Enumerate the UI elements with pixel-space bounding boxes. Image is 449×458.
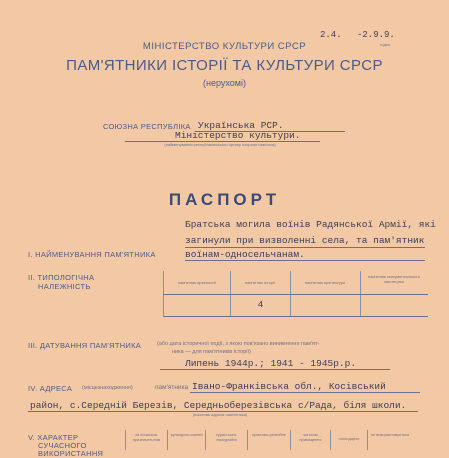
- section-2-label-2: НАЛЕЖНІСТЬ: [38, 282, 91, 291]
- usage-divider: [167, 430, 168, 450]
- usage-divider: [330, 430, 331, 450]
- typology-col-archaeology: пам'ятник археології: [178, 280, 216, 285]
- corner-number-left: 2.4.: [320, 30, 342, 40]
- usage-col-tourist: туристсько-екскурсійні: [215, 432, 238, 442]
- corner-small-caption: годно: [380, 42, 391, 47]
- usage-col-religious: культово-релігійне: [251, 432, 286, 437]
- usage-col-residential: житлові приміщення: [299, 432, 322, 442]
- typology-value-history: 4: [257, 299, 264, 310]
- section-5-label-3: ВИКОРИСТАННЯ: [38, 449, 104, 458]
- typology-col-architecture: пам'ятник архітектури: [304, 280, 346, 285]
- monument-name-line-1: Братська могила воїнів Радянської Армії, які: [185, 219, 436, 230]
- typology-row-line: [163, 316, 428, 317]
- usage-col-cultural: культурно-освітні: [170, 432, 203, 437]
- usage-divider: [247, 430, 248, 450]
- typology-row-line: [163, 294, 428, 295]
- republic-label: СОЮЗНА РЕСПУБЛІКА: [103, 122, 191, 131]
- dating-underline: [160, 369, 390, 370]
- document-title: ПАМ'ЯТНИКИ ІСТОРІЇ ТА КУЛЬТУРИ СРСР: [66, 57, 383, 74]
- section-1-label: I. НАЙМЕНУВАННЯ ПАМ'ЯТНИКА: [28, 250, 156, 259]
- monument-name-underline-3: [185, 260, 425, 261]
- section-5-label-2: СУЧАСНОГО: [38, 441, 87, 450]
- section-5-label-1: V. ХАРАКТЕР: [28, 433, 79, 442]
- address-line-2: район, с.Середній Березів, Середньоберезівська с/Рада, біля школи.: [30, 400, 407, 411]
- usage-divider: [290, 430, 291, 450]
- usage-col-unused: не використовується: [370, 432, 410, 437]
- usage-divider: [367, 430, 368, 450]
- ministry-heading: МІНІСТЕРСТВО КУЛЬТУРИ СРСР: [142, 41, 307, 52]
- section-2-label-1: II. ТИПОЛОГІЧНА: [28, 273, 95, 282]
- typology-col-monumental-art: пам'ятник монументального мистецтва: [368, 274, 420, 284]
- dating-value: Липень 1944р.; 1941 - 1945р.р.: [185, 358, 357, 369]
- section-3-label: III. ДАТУВАННЯ ПАМ'ЯТНИКА: [28, 341, 142, 350]
- section-3-note-1: (або дата історичної події, з якою пов'язано виникнення пам'ят-: [157, 341, 320, 347]
- section-4-note: (місцезнаходження): [82, 385, 133, 391]
- passport-title: ПАСПОРТ: [168, 190, 281, 209]
- section-4-after-label: пам'ятника: [155, 384, 189, 391]
- address-underline-1: [190, 392, 420, 393]
- monument-name-line-3: воїнам-односельчанам.: [185, 249, 305, 260]
- address-caption: (поштова адреса пам'ятника): [192, 412, 248, 417]
- republic-caption: (найменування республіканського органу охорони пам'яток): [164, 142, 276, 147]
- usage-col-original: за початков. призначен-ням: [132, 432, 161, 442]
- usage-col-economic: господарче: [338, 436, 360, 441]
- section-3-note-2: ника — для пам'ятників історії): [172, 349, 251, 355]
- usage-divider: [205, 430, 206, 450]
- document-subtitle: (нерухомі): [203, 78, 246, 88]
- address-line-1: Івано-Франківська обл., Косівський: [192, 381, 386, 392]
- corner-number-right: -2.9.9.: [357, 30, 395, 40]
- monument-name-line-2: загинули при визволенні села, та пам'ятник: [185, 235, 425, 246]
- usage-divider: [125, 430, 126, 450]
- republic-value: Українська РСР.: [198, 120, 284, 131]
- ministry-value: Міністерство культури.: [175, 130, 301, 141]
- typology-col-history: пам'ятник історії: [244, 280, 276, 285]
- monument-name-underline-2: [185, 247, 425, 248]
- section-4-label: IV. АДРЕСА: [28, 384, 73, 393]
